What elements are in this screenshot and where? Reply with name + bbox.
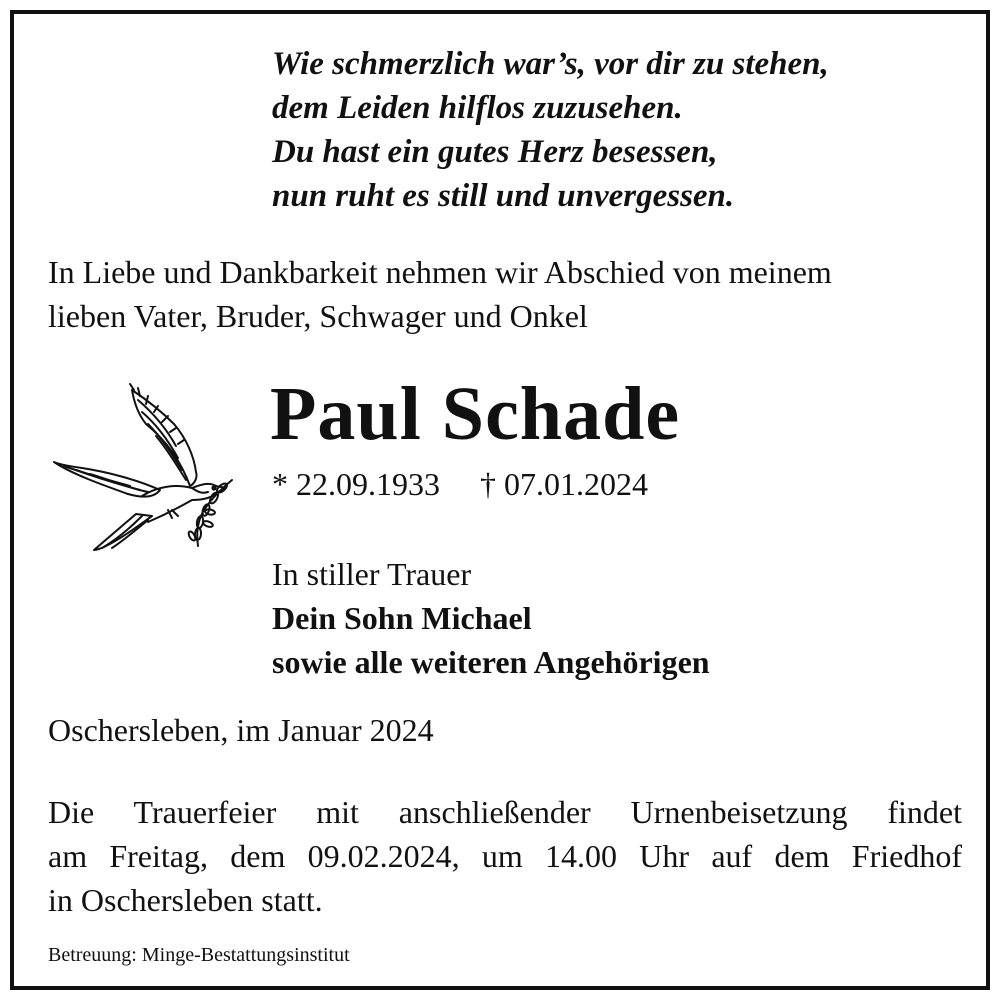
mourners-intro: In stiller Trauer bbox=[272, 556, 472, 592]
farewell-intro bbox=[48, 250, 832, 338]
ceremony-line-3: in Oschersleben statt. bbox=[48, 882, 323, 918]
poem-line-2: dem Leiden hilflos zuzusehen. bbox=[272, 90, 683, 126]
poem-line-4: nun ruht es still und unvergessen. bbox=[272, 178, 735, 214]
ceremony-line-2: am Freitag, dem 09.02.2024, um 14.00 Uhr auf dem Friedhof bbox=[48, 838, 962, 874]
funeral-home-credit: Betreuung: Minge-Bestattungsinstitut bbox=[48, 944, 350, 966]
poem-line-1: Wie schmerzlich war’s, vor dir zu stehen, bbox=[272, 46, 829, 82]
death-date: † 07.01.2024 bbox=[480, 466, 648, 502]
mourner-relatives: sowie alle weiteren Angehörigen bbox=[272, 644, 710, 680]
birth-date: * 22.09.1933 bbox=[272, 466, 440, 502]
mourner-son: Dein Sohn Michael bbox=[272, 600, 532, 636]
intro-line-2: lieben Vater, Bruder, Schwager und Onkel bbox=[48, 298, 588, 334]
obituary-frame bbox=[10, 10, 990, 990]
place-and-date: Oschersleben, im Januar 2024 bbox=[48, 712, 434, 748]
ceremony-notice bbox=[48, 790, 962, 922]
poem bbox=[272, 42, 829, 218]
deceased-name: Paul Schade bbox=[270, 372, 681, 456]
dove-with-branch-icon bbox=[42, 376, 238, 552]
intro-line-1: In Liebe und Dankbarkeit nehmen wir Abschied von meinem bbox=[48, 254, 832, 290]
ceremony-line-1: Die Trauerfeier mit anschließender Urnenbeisetzung findet bbox=[48, 794, 962, 830]
mourners-block bbox=[272, 552, 710, 684]
life-dates bbox=[272, 462, 648, 506]
poem-line-3: Du hast ein gutes Herz besessen, bbox=[272, 134, 718, 170]
